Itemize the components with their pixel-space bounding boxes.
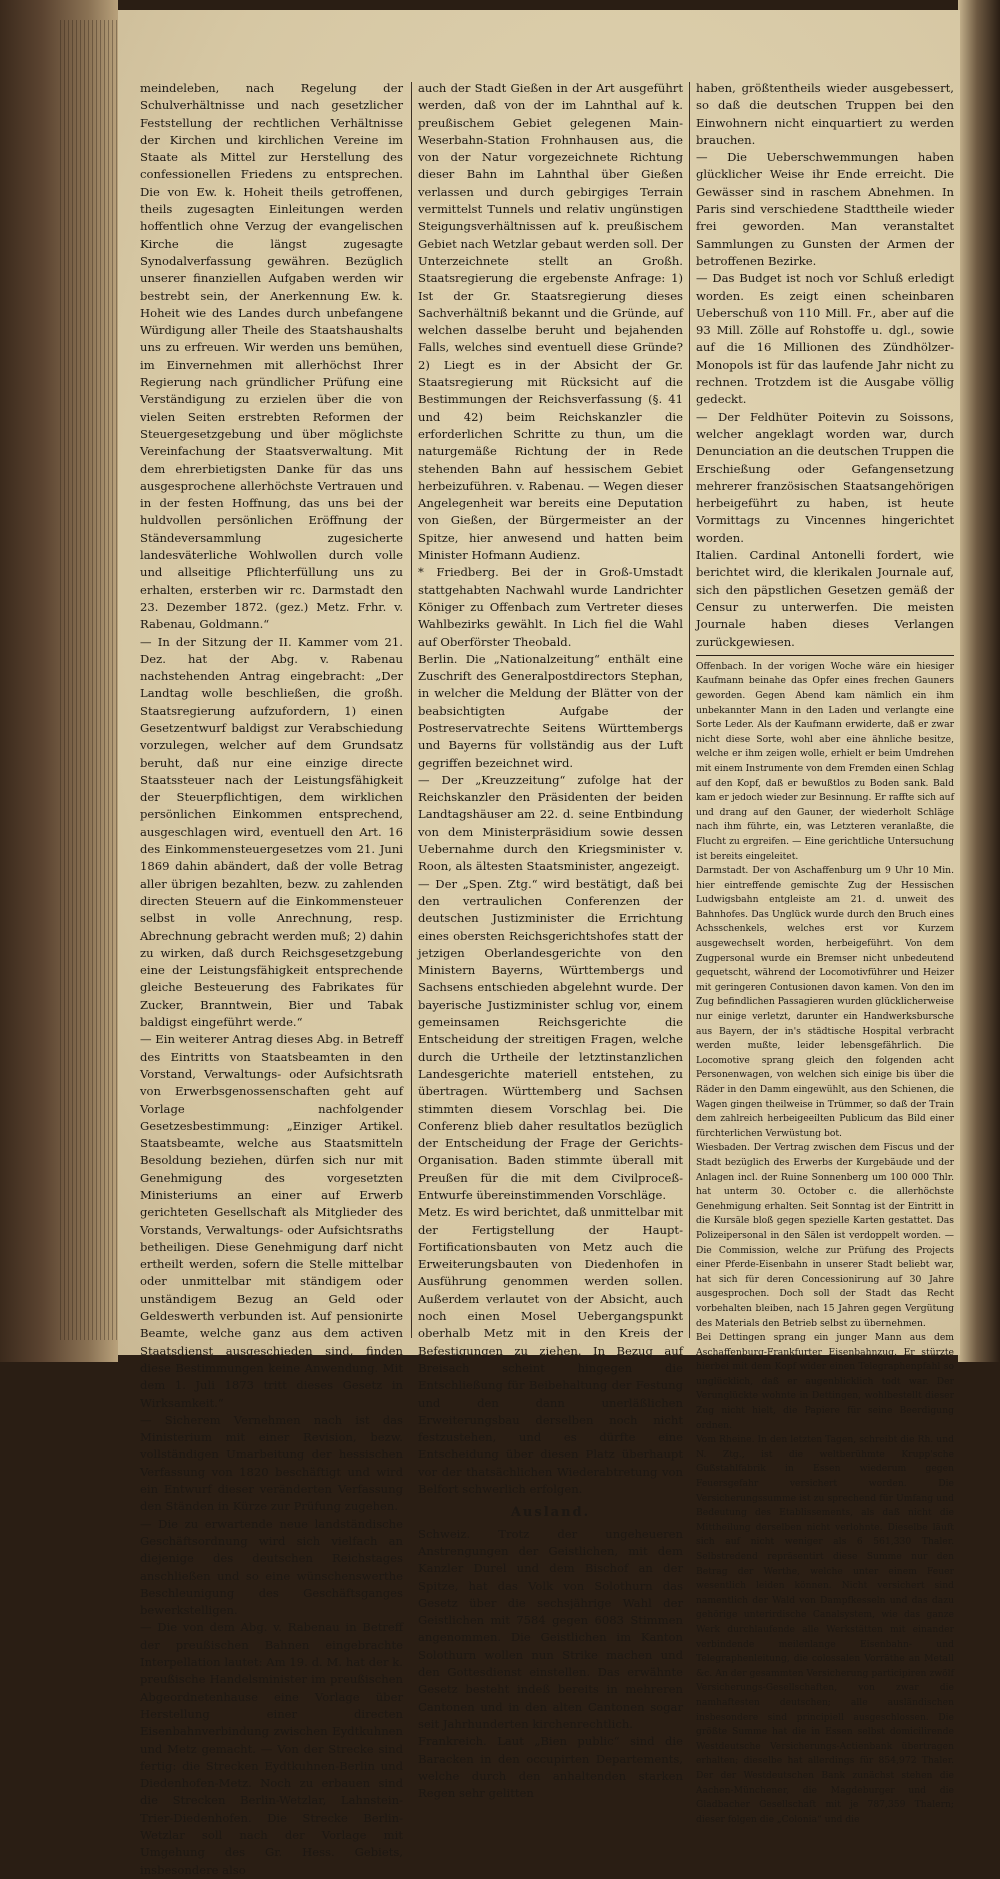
local-news — [696, 660, 954, 1828]
paragraph: — Die zu erwartende neue landständische Geschäftsordnung wird sich vielfach an diejenige des deutschen Reichstages anschließen und so eine wünschenswerthe Beschleunigung des Geschäftsganges bewerkstelligen. — [140, 1516, 403, 1618]
column-3 — [696, 80, 954, 1825]
column-2 — [418, 80, 683, 1801]
paragraph: — Ein weiterer Antrag dieses Abg. in Betreff des Eintritts von Staatsbeamten in den Vorstand, Verwaltungs- oder Aufsichtsrath von Erwerbsgenossenschaften geht auf Vorlage nachfolgender Gesetzesbestimmung: „Einziger Artikel. Staatsbeamte, welche aus Staatsmitteln Besoldung beziehen, dürfen sich nur mit Genehmigung des vorgesetzten Ministeriums an einer auf Erwerb gerichteten Gesellschaft als Mitglieder des Vorstands, Verwaltungs- oder Aufsichtsraths betheiligen. Diese Genehmigung darf nicht ertheilt werden, sofern die Stelle mittelbar oder unmittelbar mit ständigem oder unständigem Bezug an Geld oder Geldeswerth verbunden ist. Auf pensionirte Beamte, welche ganz aus dem activen Staatsdienst ausgeschieden sind, finden diese Bestimmungen keine Anwendung. Mit dem 1. Juli 1873 tritt dieses Gesetz in Wirksamkeit.“ — [140, 1032, 403, 1410]
paragraph: Metz. Es wird berichtet, daß unmittelbar mit der Fertigstellung der Haupt-Fortificationsbauten von Metz auch die Erweiterungsbauten von Diedenhofen in Ausführung genommen werden sollen. Außerdem verlautet von der Absicht, auch noch einen Mosel Uebergangspunkt oberhalb Metz mit in den Kreis der Befestigungen zu ziehen. In Bezug auf Breisach scheint hingegen die Entschließung für Beibehaltung der Festung und den dann unerläßlichen Erweiterungsbau derselben noch nicht festzustehen, und es dürfte eine Entscheidung über diesen Platz überhaupt vor der thatsächlichen Wiederabtretung von Belfort schwerlich erfolgen. — [418, 1205, 683, 1497]
paragraph: Italien. Cardinal Antonelli fordert, wie berichtet wird, die klerikalen Journale auf, sich den päpstlichen Gesetzen gemäß der Censur zu unterwerfen. Die meisten Journale haben dieses Verlangen zurückgewiesen. — [696, 548, 954, 649]
gutter-shadow — [958, 0, 1000, 1362]
paragraph: Wiesbaden. Der Vertrag zwischen dem Fiscus und der Stadt bezüglich des Erwerbs der Kurgebäude und der Anlagen incl. der Ruine Sonnenberg um 100 000 Thlr. hat unterm 30. October c. die allerhöchste Genehmigung erhalten. Seit Sonntag ist der Eintritt in die Kursäle bloß gegen spezielle Karten gestattet. Das Polizeipersonal in den Sälen ist verdoppelt worden. — Die Commission, welche zur Prüfung des Projects einer Pferde-Eisenbahn in unserer Stadt beliebt war, hat sich für deren Concessionirung auf 30 Jahre ausgesprochen. Doch soll der Stadt das Recht vorbehalten bleiben, nach 15 Jahren gegen Vergütung des Materials den Betrieb selbst zu übernehmen. — [696, 1142, 954, 1329]
section-heading-ausland: Ausland. — [510, 1505, 591, 1521]
paragraph: Vom Rheine. In den letzten Tagen, schreibt die Rh. und N. Ztg., ist die weltberühmte Krupp'sche Gußstahlfabrik in Essen wiederum gegen Feuersgefahr versichert worden. Die Versicherungssumme ist zu sprechend für Umfang und Bedeutung des Etablissements, als daß nicht die Mittheilung derselben nicht verlohnte. Dieselbe läuft sich auf nicht weniger als 6 561,330 Thaler. Selbstredend repräsentirt diese Summe nur den Betrag der Werthe, welche unter einem Feuer wesentlich leiden können. Nicht versichert sind namentlich der Wald von Dampfkesseln und das dazu gehörige unterirdische Canalsystem, wie das ganze Werk durchlaufende alle Werkstätten mit einander verbindende meilenlange Eisenbahn- und Telegraphenleitung, die colossalen Vorräthe an Metall &c. An der gesammten Versicherung participiren zwölf Versicherungs-Gesellschaften, von zwar die namhaftesten deutschen; alle ausländischen insbesondere sind principiell ausgeschlossen. Die größte Summe hat die in Essen selbst domicilirende Westdeutsche Versicherungs-Actienbank übertragen erhalten; dieselbe hat allerdings für 854,972 Thaler. Der der Westdeutschen Bank zunächst stehen die Aachen-Münchener, die Magdeburger und die Gladbacher Gesellschaft mit je 787,359 Thalern; dieser folgen die „Colonia“ und die — [696, 1434, 954, 1825]
book-binding-edge — [0, 0, 118, 1362]
paragraph: — Der „Kreuzzeitung“ zufolge hat der Reichskanzler den Präsidenten der beiden Landtagshäuser am 22. d. seine Entbindung von dem Ministerpräsidium sowie dessen Uebernahme durch den Kriegsminister v. Roon, als ältesten Staatsminister, angezeigt. — [418, 772, 683, 874]
paragraph: — Der Feldhüter Poitevin zu Soissons, welcher angeklagt worden war, durch Denunciation an die deutschen Truppen die Erschießung oder Gefangensetzung mehrerer französischen Staatsangehörigen herbeigeführt zu haben, ist heute Vormittags zu Vincennes hingerichtet worden. — [696, 409, 954, 545]
paragraph: — Das Budget ist noch vor Schluß erledigt worden. Es zeigt einen scheinbaren Ueberschuß von 110 Mill. Fr., aber auf die 93 Mill. Zölle auf Rohstoffe u. dgl., sowie auf die 16 Millionen des Zündhölzer-Monopols ist für das laufende Jahr nicht zu rechnen. Trotzdem ist die Ausgabe völlig gedeckt. — [696, 271, 954, 407]
paragraph: auch der Stadt Gießen in der Art ausgeführt werden, daß von der im Lahnthal auf k. preußischem Gebiet gelegenen Main-Weserbahn-Station Frohnhausen aus, die von der Natur vorgezeichnete Richtung dieser Bahn im Lahnthal über Gießen verlassen und durch gebirgiges Terrain vermittelst Tunnels und relativ ungünstigen Steigungsverhältnissen auf k. preußischem Gebiet nach Wetzlar gebaut werden soll. Der Unterzeichnete stellt an Großh. Staatsregierung die ergebenste Anfrage: 1) Ist der Gr. Staatsregierung dieses Sachverhältniß bekannt und die Gründe, auf welchen dasselbe beruht und bejahenden Falls, welches sind eventuell diese Gründe? 2) Liegt es in der Absicht der Gr. Staatsregierung mit Rücksicht auf die Bestimmungen der Reichsverfassung (§. 41 und 42) beim Reichskanzler die erforderlichen Schritte zu thun, um die naturgemäße Richtung der in Rede stehenden Bahn auf hessischem Gebiet herbeizuführen. v. Rabenau. — Wegen dieser Angelegenheit war bereits eine Deputation von Gießen, der Bürgermeister an der Spitze, hier anwesend und hatten beim Minister Hofmann Audienz. — [418, 81, 683, 563]
paragraph: — Die Ueberschwemmungen haben glücklicher Weise ihr Ende erreicht. Die Gewässer sind in raschem Abnehmen. In Paris sind verschiedene Stadttheile wieder frei geworden. Man veranstaltet Sammlungen zu Gunsten der Armen der betroffenen Bezirke. — [696, 150, 954, 268]
paragraph: Berlin. Die „Nationalzeitung“ enthält eine Zuschrift des Generalpostdirectors Stephan, in welcher die Meldung der Blätter von der beabsichtigten Aufgabe der Postreservatrechte Seitens Württembergs und Bayerns für vollständig aus der Luft gegriffen bezeichnet wird. — [418, 651, 683, 770]
paragraph: Frankreich. Laut „Bien public“ sind die Baracken in den occupirten Departements, welche durch den anhaltenden starken Regen sehr gelitten — [418, 1734, 683, 1801]
paragraph: Schweiz. Trotz der ungeheueren Anstrengungen der Geistlichen, mit dem Kanzler Durel und dem Bischof an der Spitze, hat das Volk von Solothurn das Gesetz über die sechsjährige Wahl der Geistlichen mit 7584 gegen 6083 Stimmen angenommen. Die Geistlichen im Kanton Solothurn wollen nun Strike machen und den Gottesdienst einstellen. Das erwähnte Gesetz besteht indeß bereits in mehreren Cantonen und in den alten Cantonen sogar seit Jahrhunderten kirchenrechtlich. — [418, 1526, 683, 1731]
paragraph: Darmstadt. Der von Aschaffenburg um 9 Uhr 10 Min. hier eintreffende gemischte Zug der Hessischen Ludwigsbahn entgleiste am 21. d. unweit des Bahnhofes. Das Unglück wurde durch den Bruch eines Achsschenkels, welches erst vor Kurzem ausgewechselt worden, herbeigeführt. Von dem Zugpersonal wurde ein Bremser nicht unbedeutend gequetscht, während der Locomotivführer und Heizer mit geringeren Contusionen davon kamen. Von den im Zug befindlichen Passagieren wurden glücklicherweise nur einige verletzt, darunter ein Handwerksbursche aus Bayern, der in's städtische Hospital verbracht werden mußte, leider lebensgefährlich. Die Locomotive sprang gleich den folgenden acht Personenwagen, von welchen sich einige bis über die Räder in den Damm eingewühlt, aus den Schienen, die Wagen gingen theilweise in Trümmer, so daß der Train dem zahlreich herbeigeeilten Publicum das Bild einer fürchterlichen Verwüstung bot. — [696, 865, 954, 1139]
section-divider — [696, 655, 954, 656]
paragraph: — Der „Spen. Ztg.“ wird bestätigt, daß bei den vertraulichen Conferenzen der deutschen Justizminister die Errichtung eines obersten Reichsgerichtshofes statt der jetzigen Oberlandesgerichte von den Ministern Bayerns, Württembergs und Sachsens entschieden abgelehnt wurde. Der bayerische Justizminister schlug vor, einem gemeinsamen Reichsgerichte die Entscheidung der streitigen Fragen, welche durch die Urtheile der letztinstanzlichen Landesgerichte materiell entstehen, zu übertragen. Württemberg und Sachsen stimmten diesem Vorschlag bei. Die Conferenz blieb daher resultatlos bezüglich der Entscheidung der Frage der Gerichts-Organisation. Baden stimmte überall mit Preußen für die mit dem Civilproceß-Entwurfe übereinstimmenden Vorschläge. — [418, 876, 683, 1202]
paragraph: Bei Dettingen sprang ein junger Mann aus dem Aschaffenburg-Frankfurter Eisenbahnzug. Er stürzte hierbei mit dem Kopf wider einen Telegraphenpfahl so unglücklich, daß er augenblicklich todt war. Der Verunglückte wohnte in Dettingen, wohlbestellt dieser Zug nicht hielt, die Papiere für seine Beerdigung ordnen. — [696, 1332, 954, 1431]
paragraph: — Sicherem Vernehmen nach ist das Ministerium mit einer Revision, bezw. vollständigen Umarbeitung der hessischen Verfassung von 1820 beschäftigt und wird ein Entwurf dieser veränderten Verfassung den Ständen in Kürze zur Prüfung zugehen. — [140, 1412, 403, 1514]
paragraph: — In der Sitzung der II. Kammer vom 21. Dez. hat der Abg. v. Rabenau nachstehenden Antrag eingebracht: „Der Landtag wolle beschließen, die großh. Staatsregierung aufzufordern, 1) einen Gesetzentwurf baldigst zur Verabschiedung vorzulegen, welcher auf dem Grundsatz beruht, daß nur eine einzige directe Staatssteuer nach der Leistungsfähigkeit der Steuerpflichtigen, dem wirklichen persönlichen Einkommen entsprechend, ausgeschlagen wird, eventuell den Art. 16 des Einkommensteuergesetzes vom 21. Juni 1869 dahin abändert, daß der volle Betrag aller übrigen bezahlten, bezw. zu zahlenden directen Steuern auf die Einkommensteuer selbst in volle Anrechnung, resp. Abrechnung gebracht werden muß; 2) dahin zu wirken, daß durch Reichsgesetzgebung eine der Leistungsfähigkeit entsprechende gleiche Besteuerung des Fabrikates für Zucker, Branntwein, Bier und Tabak baldigst eingeführt werde.“ — [140, 634, 403, 1030]
column-rule — [411, 82, 412, 1338]
paragraph: * Friedberg. Bei der in Groß-Umstadt stattgehabten Nachwahl wurde Landrichter Königer zu Offenbach zum Vertreter dieses Wahlbezirks gewählt. In Lich fiel die Wahl auf Oberförster Theobald. — [418, 565, 683, 649]
paragraph: Offenbach. In der vorigen Woche wäre ein hiesiger Kaufmann beinahe das Opfer eines frechen Gauners geworden. Gegen Abend kam nämlich ein ihm unbekannter Mann in den Laden und verlangte eine Sorte Leder. Als der Kaufmann erwiderte, daß er zwar nicht diese Sorte, wohl aber eine ähnliche besitze, welche er ihm zeigen wolle, erhielt er beim Umdrehen mit einem Instrumente von dem Fremden einen Schlag auf den Kopf, daß er bewußtlos zu Boden sank. Bald kam er jedoch wieder zur Besinnung. Er raffte sich auf und drang auf den Gauner, der wiederholt Schläge nach ihm führte, ein, was Letzteren veranlaßte, die Flucht zu ergreifen. — Eine gerichtliche Untersuchung ist bereits eingeleitet. — [696, 660, 954, 862]
column-rule — [689, 82, 690, 1338]
newspaper-page — [118, 10, 960, 1877]
column-1 — [140, 80, 403, 1877]
page-stack-edge — [60, 20, 118, 1340]
paragraph: haben, größtentheils wieder ausgebessert, so daß die deutschen Truppen bei den Einwohnern nicht einquartiert zu werden brauchen. — [696, 81, 954, 147]
paragraph: — Die von dem Abg. v. Rabenau in Betreff der preußischen Bahnen eingebrachte Interpellation lautet: Am 19. d. M. hat der k. preußische Handelsminister im preußischen Abgeordnetenhause eine Vorlage über Herstellung einer directen Eisenbahnverbindung zwischen Eydtkuhnen und Metz gemacht. — Von der Strecke sind fertig: die Strecken Eydtkuhnen-Berlin und Diedenhofen-Metz. Noch zu erbauen sind die Strecken Berlin-Wetzlar, Lahnstein-Trier-Diedenhofen. Die Strecke Berlin-Wetzlar soll nach der Vorlage mit Umgehung des Gr. Hess. Gebiets, insbesondere also — [140, 1620, 403, 1877]
paragraph: meindeleben, nach Regelung der Schulverhältnisse und nach gesetzlicher Feststellung der rechtlichen Verhältnisse der Kirchen und kirchlichen Vereine im Staate als Mittel zur Herstellung des confessionellen Friedens zu entsprechen. Die von Ew. k. Hoheit theils getroffenen, theils zugesagten Einleitungen werden hoffentlich ohne Verzug der evangelischen Kirche die längst zugesagte Synodalverfassung gewähren. Bezüglich unserer finanziellen Aufgaben werden wir bestrebt sein, der Anerkennung Ew. k. Hoheit wie des Landes durch unbefangene Würdigung aller Theile des Staatshaushalts uns zu erfreuen. Wir werden uns bemühen, im Einvernehmen mit allerhöchst Ihrer Regierung nach gründlicher Prüfung eine Verständigung zu erzielen über die von vielen Seiten erstrebten Reformen der Steuergesetzgebung und über möglichste Vereinfachung der Staatsverwaltung. Mit dem ehrerbietigsten Danke für das uns ausgesprochene allerhöchste Vertrauen und in der festen Hoffnung, das uns bei der huldvollen persönlichen Eröffnung der Ständeversammlung zugesicherte landesväterliche Wohlwollen durch volle und allseitige Pflichterfüllung uns zu erhalten, ersterben wir rc. Darmstadt den 23. Dezember 1872. (gez.) Metz. Frhr. v. Rabenau, Goldmann.“ — [140, 81, 403, 632]
